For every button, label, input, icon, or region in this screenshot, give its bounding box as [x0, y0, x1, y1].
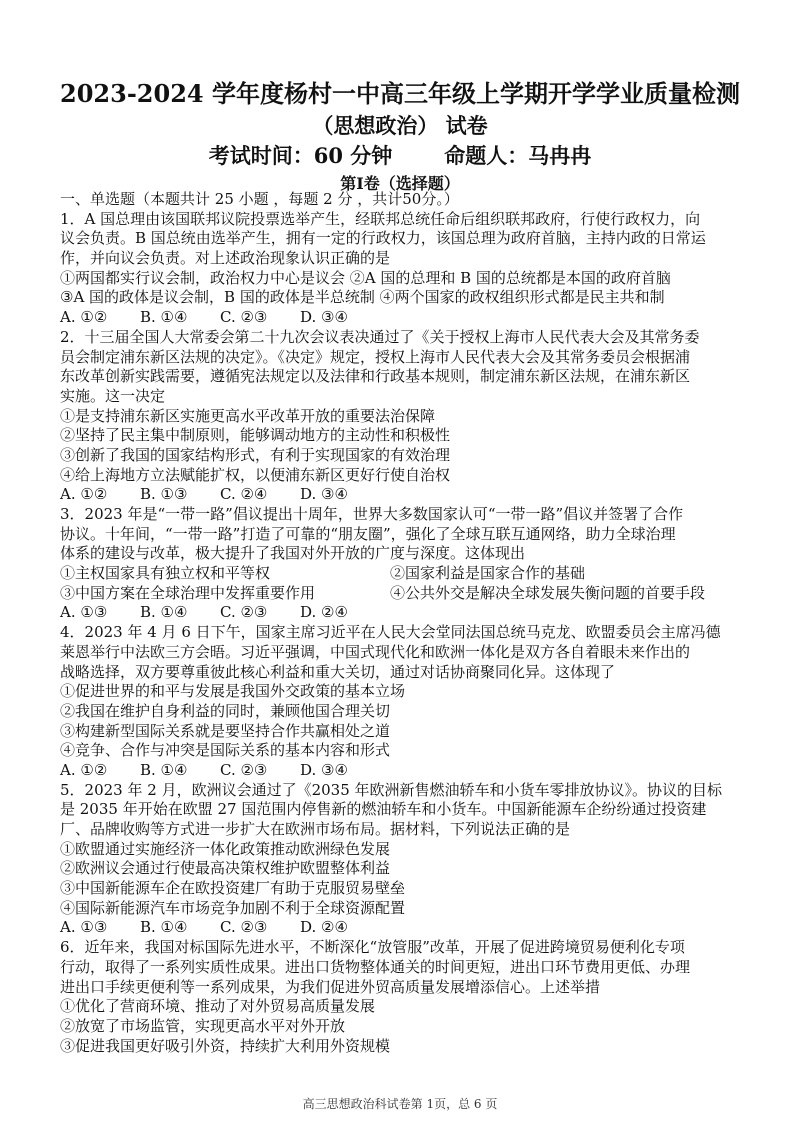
question-statement: ①两国都实行议会制，政治权力中心是议会 ②A 国的总理和 B 国的总统都是本国的政府首脑 [60, 268, 671, 287]
option-c: C. ②③ [220, 308, 268, 327]
question-statement: ①主权国家具有独立权和平等权 [60, 564, 271, 583]
option-a: A. ①② [60, 760, 108, 779]
question-2 [60, 328, 750, 505]
question-3 [60, 505, 750, 623]
exam-info [0, 140, 800, 170]
question-1 [60, 210, 750, 328]
answer-options [60, 603, 750, 623]
question-stem-line: 5．2023 年 2 月，欧洲议会通过了《2035 年欧洲新售燃油轿车和小货车零排放协议》。协议的目标 [60, 780, 723, 799]
option-b: B. ①④ [140, 918, 188, 937]
question-statement: ③中国方案在全球治理中发挥重要作用 [60, 583, 316, 602]
question-stem-line: 员会制定浦东新区法规的决定》。《决定》规定，授权上海市人民代表大会及其常务委员会根据浦 [60, 347, 691, 366]
question-statement: ④竞争、合作与冲突是国际关系的基本内容和形式 [60, 741, 391, 760]
option-a: A. ①③ [60, 918, 108, 937]
option-c: C. ②③ [220, 918, 268, 937]
option-c: C. ②③ [220, 603, 268, 622]
answer-options [60, 485, 750, 505]
question-statement: ②放宽了市场监管，实现更高水平对外开放 [60, 1016, 346, 1035]
question-statement: ②我国在维护自身利益的同时，兼顾他国合理关切 [60, 701, 391, 720]
option-a: A. ①③ [60, 603, 108, 622]
question-statement: ③创新了我国的国家结构形式，有利于实现国家的有效治理 [60, 445, 451, 464]
question-stem-line: 体系的建设与改革，极大提升了我国对外开放的广度与深度。这体现出 [60, 544, 526, 563]
question-stem-line: 莱恩举行中法欧三方会晤。习近平强调，中国式现代化和欧洲一体化是双方各自着眼未来作出的 [60, 642, 691, 661]
statement-row [60, 564, 750, 584]
option-c: C. ②③ [220, 760, 268, 779]
section-heading: 一、单选题（本题共计 25 小题 ，每题 2 分 ，共计50分。） [60, 190, 459, 208]
page-footer: 高三思想政治科试卷第 1页，总 6 页 [302, 1097, 498, 1111]
option-b: B. ①④ [140, 308, 188, 327]
option-d: D. ②④ [300, 603, 348, 622]
option-b: B. ①④ [140, 760, 188, 779]
question-statement: ②国家利益是国家合作的基础 [390, 564, 586, 583]
exam-body [60, 190, 750, 1056]
option-d: D. ②④ [300, 918, 348, 937]
question-stem-line: 实施。这一决定 [60, 386, 166, 405]
question-stem-line: 1．A 国总理由该国联邦议院投票选举产生，经联邦总统任命后组织联邦政府，行使行政权力，向 [60, 209, 701, 228]
question-4 [60, 623, 750, 781]
question-statement: ④公共外交是解决全球发展失衡问题的首要手段 [390, 583, 706, 602]
question-stem-line: 进出口手续更便利等一系列成果，为我们促进外贸高质量发展增添信心。上述举措 [60, 977, 601, 996]
option-c: C. ②④ [220, 485, 268, 504]
answer-options [60, 918, 750, 938]
question-stem-line: 行动，取得了一系列实质性成果。进出口货物整体通关的时间更短，进出口环节费用更低、办理 [60, 957, 691, 976]
question-statement: ②欧洲议会通过行使最高决策权维护欧盟整体利益 [60, 859, 391, 878]
option-b: B. ①④ [140, 603, 188, 622]
question-stem-line: 东改革创新实践需要，遵循宪法规定以及法律和行政基本规则，制定浦东新区法规，在浦东新区 [60, 367, 691, 386]
answer-options [60, 761, 750, 781]
exam-title: 2023-2024 学年度杨村一中高三年级上学期开学学业质量检测 [60, 79, 740, 108]
question-stem-line: 3．2023 年是“一带一路”倡议提出十周年，世界大多数国家认可“一带一路”倡议并签署了合作 [60, 505, 684, 523]
option-a: A. ①② [60, 308, 108, 327]
question-statement: ③构建新型国际关系就是要坚持合作共赢相处之道 [60, 721, 391, 740]
question-statement: ④国际新能源汽车市场竞争加剧不利于全球资源配置 [60, 898, 406, 917]
option-d: D. ③④ [300, 485, 348, 504]
question-6 [60, 938, 750, 1056]
option-a: A. ①② [60, 485, 108, 504]
volume-title: 第Ⅰ卷（选择题） [340, 174, 460, 193]
exam-subtitle: （思想政治） 试卷 [312, 113, 488, 138]
question-statement: ④给上海地方立法赋能扩权，以便浦东新区更好行使自治权 [60, 465, 451, 484]
question-statement: ①促进世界的和平与发展是我国外交政策的基本立场 [60, 682, 406, 701]
question-stem-line: 战略选择，双方要尊重彼此核心利益和重大关切，通过对话协商聚同化异。这体现了 [60, 662, 616, 681]
option-d: D. ③④ [300, 308, 348, 327]
question-stem-line: 是 2035 年开始在欧盟 27 国范围内停售新的燃油轿车和小货车。中国新能源车企纷纷通过投资建 [60, 800, 707, 819]
question-statement: ②坚持了民主集中制原则，能够调动地方的主动性和积极性 [60, 426, 451, 445]
question-statement: ①优化了营商环境、推动了对外贸易高质量发展 [60, 997, 376, 1016]
question-statement: ③促进我国更好吸引外资，持续扩大利用外资规模 [60, 1036, 391, 1055]
exam-author: 命题人：马冉冉 [444, 143, 592, 168]
option-d: D. ③④ [300, 760, 348, 779]
question-statement: ①是支持浦东新区实施更高水平改革开放的重要法治保障 [60, 406, 436, 425]
question-stem-line: 议会负责。B 国总统由选举产生，拥有一定的行政权力，该国总理为政府首脑，主持内政的日常运 [60, 229, 706, 248]
answer-options [60, 308, 750, 328]
statement-row [60, 584, 750, 604]
option-b: B. ①③ [140, 485, 188, 504]
question-stem-line: 厂、品牌收购等方式进一步扩大在欧洲市场布局。据材料，下列说法正确的是 [60, 820, 571, 838]
question-stem-line: 4．2023 年 4 月 6 日下午，国家主席习近平在人民大会堂同法国总统马克龙、欧盟委员会主席冯德 [60, 623, 721, 642]
question-statement: ③A 国的政体是议会制，B 国的政体是半总统制 ④两个国家的政权组织形式都是民主共和制 [60, 288, 665, 307]
question-stem-line: 6．近年来，我国对标国际先进水平，不断深化“放管服”改革，开展了促进跨境贸易便利化专项 [60, 938, 685, 957]
question-statement: ①欧盟通过实施经济一体化政策推动欧洲绿色发展 [60, 839, 391, 858]
question-stem-line: 作，并向议会负责。对上述政治现象认识正确的是 [60, 249, 391, 268]
exam-time: 考试时间：60 分钟 [208, 143, 393, 168]
question-5 [60, 781, 750, 939]
question-stem-line: 协议。十年间，“一带一路”打造了可靠的“朋友圈”，强化了全球互联互通网络，助力全球治理 [60, 524, 676, 543]
question-stem-line: 2．十三届全国人大常委会第二十九次会议表决通过了《关于授权上海市人民代表大会及其常务委 [60, 327, 700, 346]
question-statement: ③中国新能源车企在欧投资建厂有助于克服贸易壁垒 [60, 879, 406, 898]
